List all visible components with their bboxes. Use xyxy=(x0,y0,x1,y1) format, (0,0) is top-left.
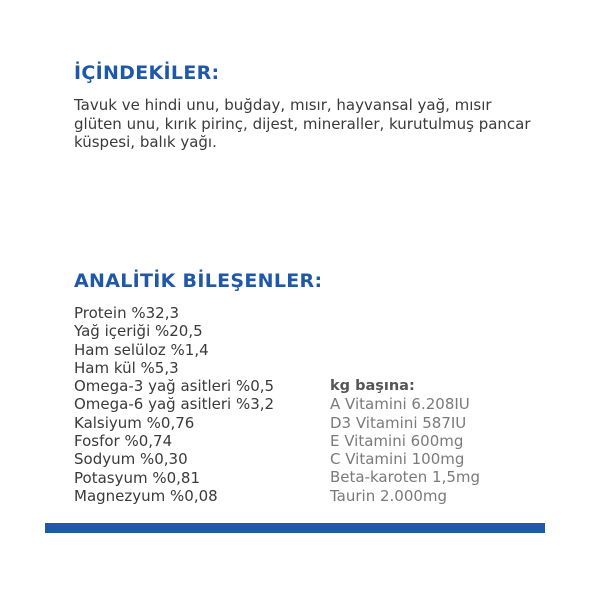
ingredients-text: Tavuk ve hindi unu, buğday, mısır, hayvansal yağ, mısır glüten unu, kırık pirinç, dijest, mineraller, kurutulmuş pancar küspesi, balık yağı. xyxy=(74,96,531,151)
per-kg-item-beta-carotene: Beta-karoten 1,5mg xyxy=(330,468,481,487)
per-kg-section xyxy=(330,377,480,505)
per-kg-title: kg başına: xyxy=(330,378,415,394)
analytic-components-heading: ANALİTİK BİLEŞENLER: xyxy=(74,270,323,292)
analytic-components-list xyxy=(74,304,274,505)
analytic-item-phosphorus: Fosfor %0,74 xyxy=(74,432,173,451)
analytic-item-omega6: Omega-6 yağ asitleri %3,2 xyxy=(74,395,275,414)
analytic-item-sodium: Sodyum %0,30 xyxy=(74,450,188,469)
analytic-item-magnesium: Magnezyum %0,08 xyxy=(74,486,218,505)
analytic-item-calcium: Kalsiyum %0,76 xyxy=(74,413,195,432)
analytic-item-potassium: Potasyum %0,81 xyxy=(74,468,200,487)
per-kg-item-vitamin-d3: D3 Vitamini 587IU xyxy=(330,413,467,432)
analytic-item-omega3: Omega-3 yağ asitleri %0,5 xyxy=(74,377,275,396)
per-kg-item-vitamin-e: E Vitamini 600mg xyxy=(330,431,464,450)
per-kg-item-vitamin-a: A Vitamini 6.208IU xyxy=(330,395,470,414)
analytic-item-fat: Yağ içeriği %20,5 xyxy=(74,322,203,341)
per-kg-list xyxy=(330,395,480,505)
per-kg-item-taurine: Taurin 2.000mg xyxy=(330,486,448,505)
analytic-item-crude-ash: Ham kül %5,3 xyxy=(74,358,179,377)
analytic-item-protein: Protein %32,3 xyxy=(74,304,179,322)
ingredients-heading: İÇİNDEKİLER: xyxy=(74,62,220,84)
per-kg-item-vitamin-c: C Vitamini 100mg xyxy=(330,450,465,469)
analytic-item-crude-fibre: Ham selüloz %1,4 xyxy=(74,340,209,359)
bottom-divider-bar xyxy=(45,523,545,533)
